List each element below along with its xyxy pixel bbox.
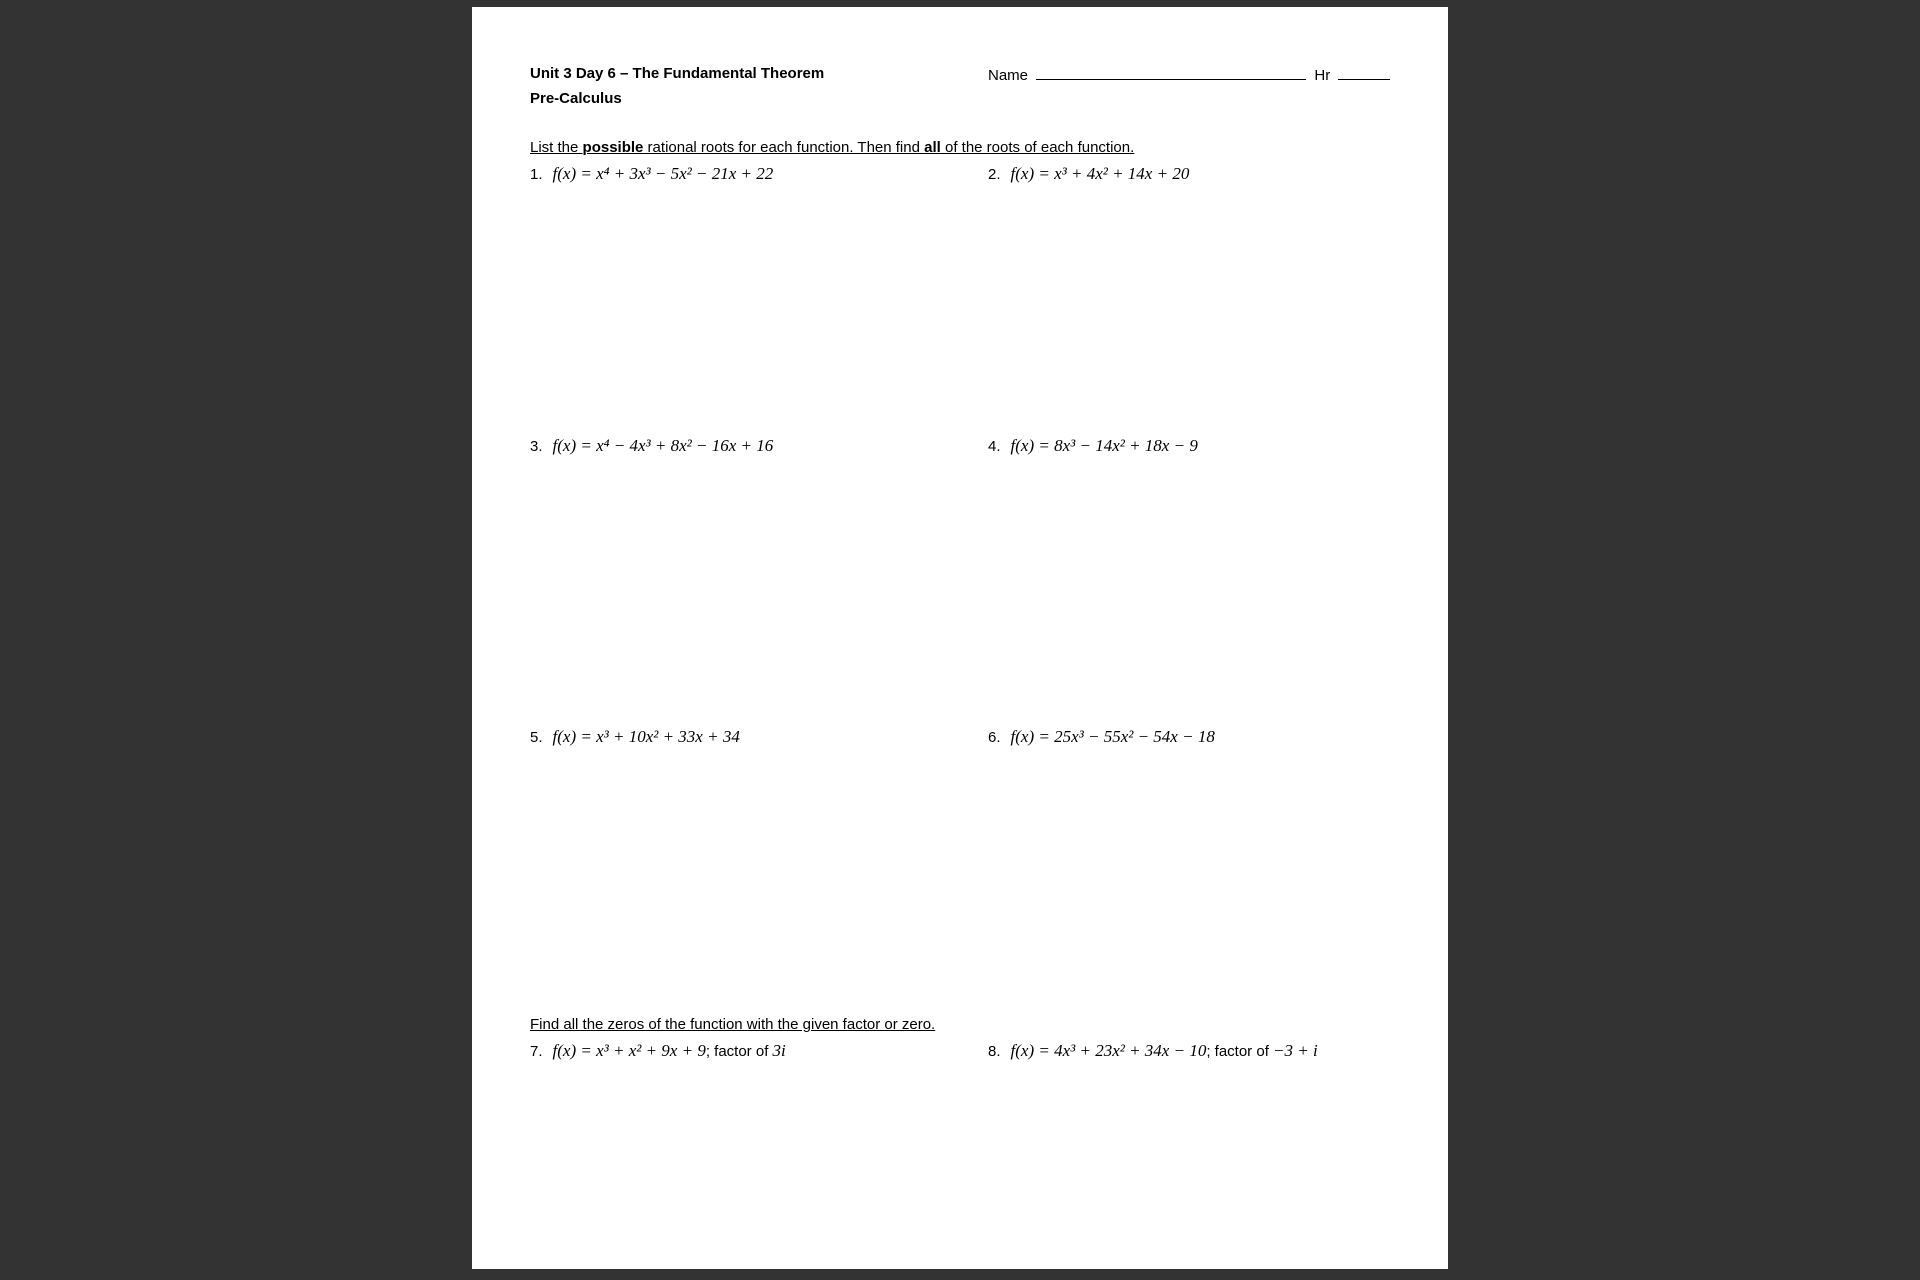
problem-equation: f(x) = x³ + x² + 9x + 9 [552, 1041, 706, 1060]
factor-label: ; factor of [705, 1043, 773, 1060]
factor-value: 3i [772, 1041, 786, 1060]
hr-label: Hr [1314, 67, 1331, 84]
problem-equation: f(x) = 25x³ − 55x² − 54x − 18 [1010, 727, 1215, 746]
worksheet-page [472, 7, 1448, 1269]
problem-5 [530, 727, 740, 747]
hr-blank-line [1338, 65, 1390, 80]
problem-number: 6. [988, 729, 1001, 746]
problem-2 [988, 164, 1189, 184]
problem-7 [530, 1041, 786, 1061]
problem-number: 3. [530, 438, 543, 455]
problem-equation: f(x) = x³ + 4x² + 14x + 20 [1010, 164, 1190, 183]
problem-number: 5. [530, 729, 543, 746]
problem-number: 2. [988, 166, 1001, 183]
name-blank-line [1036, 65, 1306, 80]
problem-6 [988, 727, 1215, 747]
problem-number: 8. [988, 1043, 1001, 1060]
problem-number: 1. [530, 166, 543, 183]
problem-number: 7. [530, 1043, 543, 1060]
worksheet-title: Unit 3 Day 6 – The Fundamental Theorem [530, 65, 825, 82]
instruction-text: rational roots for each function. Then find [643, 139, 925, 156]
problem-3 [530, 436, 773, 456]
problem-equation: f(x) = x⁴ + 3x³ − 5x² − 21x + 22 [552, 164, 774, 183]
problem-4 [988, 436, 1198, 456]
instruction-text: of the roots of each function. [940, 139, 1135, 156]
problem-equation: f(x) = 8x³ − 14x² + 18x − 9 [1010, 436, 1198, 455]
instruction-emphasis-possible: possible [582, 139, 644, 156]
instruction-text: List the [530, 139, 583, 156]
problem-1 [530, 164, 773, 184]
problem-8 [988, 1041, 1318, 1061]
instruction-emphasis-all: all [924, 139, 941, 156]
problem-number: 4. [988, 438, 1001, 455]
problem-equation: f(x) = 4x³ + 23x² + 34x − 10 [1010, 1041, 1207, 1060]
factor-label: ; factor of [1206, 1043, 1274, 1060]
name-field [988, 65, 1390, 84]
course-name: Pre-Calculus [530, 90, 622, 107]
factor-value: −3 + i [1273, 1041, 1318, 1060]
problem-equation: f(x) = x³ + 10x² + 33x + 34 [552, 727, 740, 746]
problem-equation: f(x) = x⁴ − 4x³ + 8x² − 16x + 16 [552, 436, 774, 455]
section2-instruction: Find all the zeros of the function with the given factor or zero. [530, 1016, 936, 1033]
section1-instruction [530, 139, 1134, 156]
name-label: Name [988, 67, 1029, 84]
